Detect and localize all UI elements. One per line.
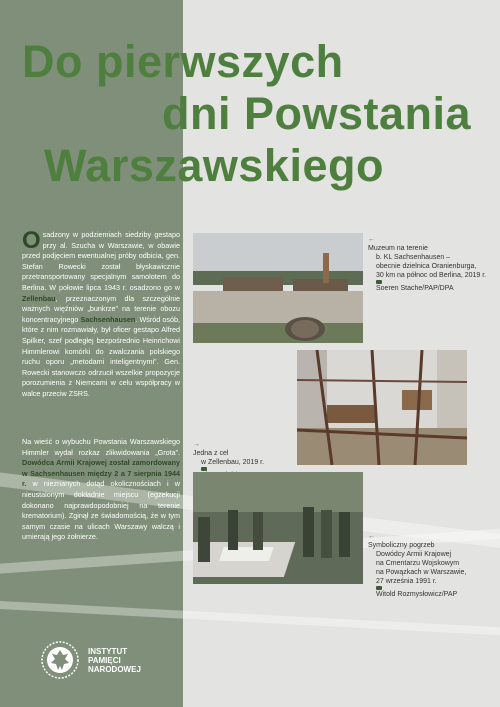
museum-caption-line-1: Muzeum na terenie <box>368 245 428 252</box>
arrow-left-icon: ← <box>368 533 375 540</box>
ipn-logo <box>40 640 141 680</box>
museum-caption <box>368 235 496 293</box>
camera-icon <box>201 467 207 471</box>
paragraph-2-text-b: w nieznanych dotąd okolicznościach i w nieustalonym dokładnie miejscu (egzekucji dokonano najprawdopodobniej na terenie krematorium). Zginął ze świadomością, że w tym samym czasie na ulicach Warszawy walczą i umierają jego żołnierze. <box>22 479 180 542</box>
burial-caption <box>368 532 498 599</box>
paragraph-1-text-b: , przeznaczonym dla szczególnie ważnych więźniów „bunkrze” na terenie obozu koncentracyjnego <box>22 293 180 324</box>
title-line-1: Do pierwszych <box>22 36 344 87</box>
paragraph-1 <box>22 227 180 400</box>
museum-photo-credit: Soeren Stache/PAP/DPA <box>376 285 454 292</box>
burial-photo <box>193 472 363 584</box>
burial-caption-line-1: Symboliczny pogrzeb <box>368 542 435 549</box>
logo-text <box>88 647 141 674</box>
burial-caption-line-3: na Cmentarzu Wojskowym <box>376 560 460 567</box>
paragraph-1-bold-b: Sachsenhausen <box>80 314 136 324</box>
drop-cap: O <box>22 227 41 254</box>
burial-caption-line-2: Dowódcy Armii Krajowej <box>376 551 452 558</box>
museum-caption-line-4: 30 km na północ od Berlina, 2019 r. <box>376 272 487 279</box>
paragraph-1-bold-a: Zellenbau <box>22 293 56 303</box>
camera-icon <box>376 280 382 284</box>
burial-caption-line-5: 27 września 1991 r. <box>376 578 437 585</box>
paragraph-2-text-a: Na wieść o wybuchu Powstania Warszawskiego Himmler wydał rozkaz zlikwidowania „Grota”. <box>22 437 180 457</box>
title-line-3: Warszawskiego <box>44 140 384 191</box>
paragraph-2-bold: Dowódca Armii Krajowej został zamordowany w Sachsenhausen między 2 a 7 sierpnia 1944 r. <box>22 458 180 489</box>
camera-icon <box>376 586 382 590</box>
poster-title <box>22 36 492 192</box>
eagle-emblem-icon <box>40 640 80 680</box>
logo-line-2: PAMIĘCI <box>88 655 121 665</box>
museum-caption-line-3: obecnie dzielnica Oranienburga, <box>376 263 477 270</box>
logo-line-1: INSTYTUT <box>88 646 128 656</box>
burial-caption-line-4: na Powązkach w Warszawie, <box>376 569 467 576</box>
cell-photo <box>297 350 467 465</box>
arrow-right-icon: → <box>193 441 200 448</box>
museum-photo <box>193 233 363 343</box>
paragraph-1-text-c: . Wśród osób, które z nim rozmawiały, był oficer gestapo Alfred Spilker, szef podległej bezpośrednio Heinrichowi Himmlerowi komórki do zwalczania polskiego ruchu oporu „metodami inteligentnymi”. Gen. Rowecki stanowczo odrzucił wszelkie propozycje porozumienia z Niemcami w celu współpracy w walce przeciw ZSRS. <box>22 314 180 398</box>
paragraph-2 <box>22 437 180 543</box>
burial-photo-credit: Witold Rozmysłowicz/PAP <box>376 591 458 598</box>
museum-caption-line-2: b. KL Sachsenhausen – <box>376 254 451 261</box>
paragraph-1-text-a: sadzony w podziemiach siedziby gestapo przy al. Szucha w Warszawie, w obawie przed podjęciem ewentualnej próby odbicia, gen. Stefan Rowecki został błyskawicznie przetransportowany specjalnym samolotem do Berlina. W połowie lipca 1943 r. osadzono go w <box>22 230 180 292</box>
logo-line-3: NARODOWEJ <box>88 664 141 674</box>
arrow-left-icon: ← <box>368 236 375 243</box>
title-line-2: dni Powstania <box>162 88 472 139</box>
cell-caption-line-1: Jedna z cel <box>193 450 229 457</box>
cell-caption-line-2: w Zellenbau, 2019 r. <box>201 459 265 466</box>
